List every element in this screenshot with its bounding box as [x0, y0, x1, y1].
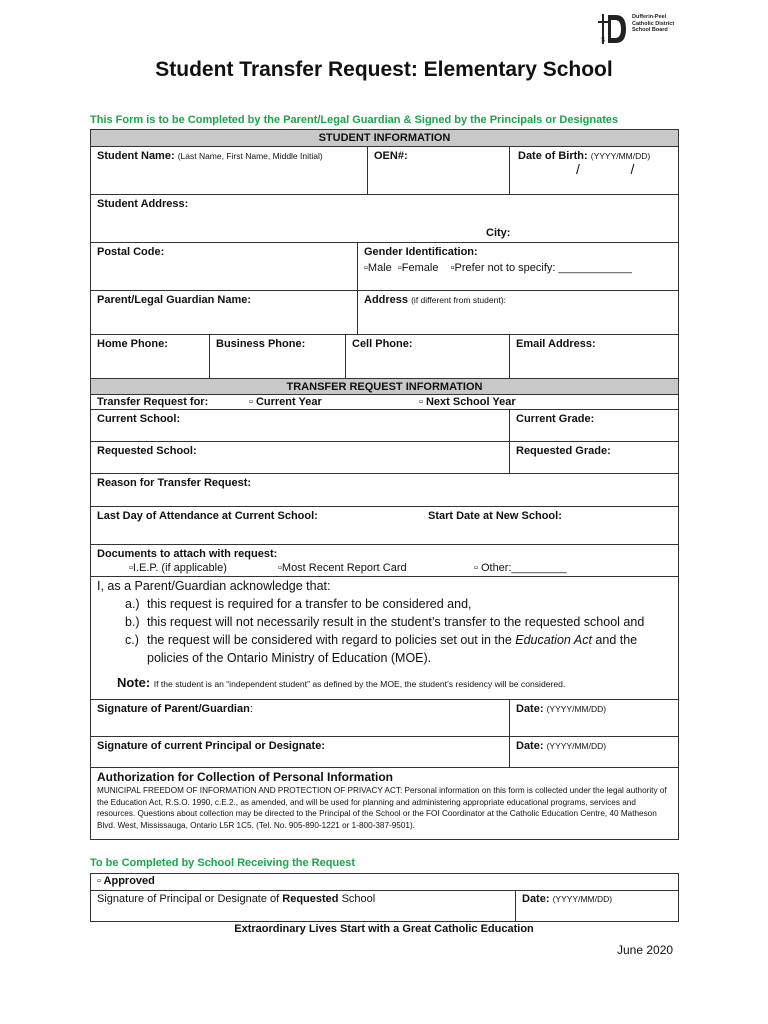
student-address-field[interactable] [91, 195, 678, 242]
city-label: City: [486, 227, 511, 239]
receiving-signature-label-end: School [338, 893, 376, 905]
parent-date-hint: (YYYY/MM/DD) [546, 704, 607, 714]
authorization-block [91, 768, 678, 839]
principal-date-hint: (YYYY/MM/DD) [546, 741, 607, 751]
date-of-birth-field[interactable] [509, 147, 678, 194]
acknowledgement-block [91, 577, 678, 699]
reason-label: Reason for Transfer Request: [97, 477, 252, 489]
attendance-dates-row [91, 506, 678, 544]
item-b-text: this request will not necessarily result in the student’s transfer to the requested school and [147, 615, 645, 629]
requested-school-field[interactable] [91, 442, 510, 473]
authorization-row [91, 767, 678, 839]
alternate-address-label: Address [364, 294, 409, 306]
home-phone-field[interactable] [91, 335, 210, 378]
request-for-field [91, 395, 678, 409]
reason-field[interactable] [91, 474, 678, 506]
parent-signature-label: Signature of Parent/Guardian [97, 703, 250, 715]
current-grade-label: Current Grade: [516, 413, 595, 425]
item-c-text-start: the request will be considered with regard to policies set out in the [147, 633, 516, 647]
approved-row [91, 874, 678, 890]
item-b-number: b.) [125, 615, 140, 629]
authorization-title: Authorization for Collection of Personal Information [97, 770, 393, 784]
principal-signature-field[interactable] [91, 737, 510, 767]
student-name-row [91, 146, 678, 194]
current-school-label: Current School: [97, 413, 181, 425]
cross-book-logo-icon [598, 12, 628, 46]
current-school-field[interactable] [91, 410, 510, 441]
authorization-body: MUNICIPAL FREEDOM OF INFORMATION AND PROTECTION OF PRIVACY ACT: Personal information on this form is collected under the legal authority of the Education Act, R.S.O. 1990, c.E.2., as amended, and will be used for planning and administering appropriate educational programs, services and resources. Questions about collection may be directed to the Principal of the School or the FOI Coordinator at the Catholic Education Centre, 40 Matheson Blvd. West, Mississauga, Ontario L5R 1C5. (Tel. No. 905-890-1221 or 1-800-387-9501). [97, 786, 667, 830]
transfer-request-header: TRANSFER REQUEST INFORMATION [91, 378, 678, 394]
principal-signature-date-field[interactable] [509, 737, 678, 767]
next-year-checkbox[interactable]: ▫ Next School Year [419, 396, 516, 408]
gender-options[interactable]: ▫Male ▫Female ▫Prefer not to specify: ____________ [364, 262, 632, 274]
student-information-header: STUDENT INFORMATION [91, 130, 678, 146]
parent-signature-date-field[interactable] [509, 700, 678, 736]
item-c-text-end: and the policies of the Ontario Ministry of Education (MOE). [147, 633, 638, 665]
requested-school-label: Requested School: [97, 445, 197, 457]
postal-code-label: Postal Code: [97, 246, 165, 258]
student-address-row [91, 194, 678, 242]
request-for-label: Transfer Request for: [97, 396, 209, 408]
principal-signature-label: Signature of current Principal or Designate: [97, 740, 325, 752]
parent-date-label: Date: [516, 703, 544, 715]
guardian-name-label: Parent/Legal Guardian Name: [97, 294, 252, 306]
guardian-row [91, 290, 678, 334]
receiving-signature-label-start: Signature of Principal or Designate of [97, 893, 283, 905]
logo-line-2: Catholic District [632, 20, 675, 27]
oen-field[interactable] [367, 147, 510, 194]
school-board-logo [598, 12, 688, 48]
principal-signature-row [91, 736, 678, 767]
current-year-checkbox[interactable]: ▫ Current Year [249, 396, 322, 408]
page-title: Student Transfer Request: Elementary School [155, 58, 613, 81]
requested-school-row [91, 441, 678, 473]
item-c-emphasis: Education Act [515, 633, 592, 647]
student-address-label: Student Address: [97, 198, 189, 210]
logo-line-3: School Board [632, 27, 668, 34]
principal-date-label: Date: [516, 740, 544, 752]
logo-line-1: Dufferin-Peel [632, 14, 667, 20]
svg-text:S: S [601, 37, 606, 44]
documents-field [91, 545, 678, 576]
receiving-school-form [90, 873, 679, 922]
note-text: If the student is an “independent student” as defined by the MOE, the student’s residency will be considered. [153, 679, 566, 689]
note [97, 676, 672, 691]
business-phone-label: Business Phone: [216, 338, 306, 350]
postal-gender-row [91, 242, 678, 290]
guardian-name-field[interactable] [91, 291, 358, 334]
transfer-request-form [90, 129, 679, 840]
approved-checkbox[interactable]: ▫ Approved [97, 875, 155, 887]
email-label: Email Address: [516, 338, 596, 350]
other-document-checkbox[interactable]: ▫ Other:_________ [474, 562, 567, 574]
dob-label: Date of Birth: [518, 150, 588, 162]
acknowledgement-item-c [97, 631, 672, 667]
documents-row [91, 544, 678, 576]
business-phone-field[interactable] [209, 335, 346, 378]
cell-phone-label: Cell Phone: [352, 338, 413, 350]
student-name-field[interactable] [91, 147, 368, 194]
documents-label: Documents to attach with request: [97, 548, 278, 560]
postal-code-field[interactable] [91, 243, 358, 290]
student-name-label: Student Name: [97, 150, 175, 162]
parent-signature-colon: : [249, 703, 253, 715]
gender-field[interactable] [357, 243, 678, 290]
receiving-signature-row [91, 890, 678, 921]
email-field[interactable] [509, 335, 678, 378]
requested-grade-field[interactable] [509, 442, 678, 473]
receiving-date-label: Date: [522, 893, 550, 905]
oen-label: OEN#: [374, 150, 408, 162]
current-school-row [91, 409, 678, 441]
parent-signature-row [91, 699, 678, 736]
requested-grade-label: Requested Grade: [516, 445, 611, 457]
acknowledgement-row [91, 576, 678, 699]
receiving-signature-field[interactable] [91, 891, 516, 921]
item-a-text: this request is required for a transfer to be considered and, [147, 597, 472, 611]
alternate-address-hint: (if different from student): [411, 295, 506, 305]
dob-slashes: / / [576, 161, 635, 177]
cell-phone-field[interactable] [345, 335, 510, 378]
attendance-dates-field[interactable] [91, 507, 678, 544]
parent-signature-field[interactable] [91, 700, 510, 736]
gender-label: Gender Identification: [364, 246, 478, 258]
reason-row [91, 473, 678, 506]
school-board-name [632, 14, 674, 34]
receiving-school-heading: To be Completed by School Receiving the Request [90, 857, 356, 869]
report-card-checkbox[interactable]: ▫Most Recent Report Card [278, 562, 407, 574]
acknowledgement-item-b [97, 613, 672, 631]
form-instructions: This Form is to be Completed by the Parent/Legal Guardian & Signed by the Principals or Designates [90, 114, 619, 126]
start-date-label: Start Date at New School: [428, 510, 562, 522]
footer-slogan: Extraordinary Lives Start with a Great Catholic Education [234, 923, 534, 935]
receiving-date-field[interactable] [515, 891, 678, 921]
dob-hint: (YYYY/MM/DD) [590, 151, 651, 161]
current-grade-field[interactable] [509, 410, 678, 441]
receiving-date-hint: (YYYY/MM/DD) [552, 894, 613, 904]
student-name-hint: (Last Name, First Name, Middle Initial) [177, 151, 323, 161]
acknowledgement-intro: I, as a Parent/Guardian acknowledge that: [97, 579, 331, 593]
note-label: Note: [117, 675, 151, 690]
iep-checkbox[interactable]: ▫I.E.P. (if applicable) [129, 562, 227, 574]
item-a-number: a.) [125, 597, 140, 611]
alternate-address-field[interactable] [357, 291, 678, 334]
home-phone-label: Home Phone: [97, 338, 168, 350]
request-for-row [91, 394, 678, 409]
form-revision-date: June 2020 [617, 943, 674, 957]
phones-row [91, 334, 678, 378]
item-c-number: c.) [125, 633, 139, 647]
acknowledgement-item-a [97, 595, 672, 613]
last-day-label: Last Day of Attendance at Current School: [97, 510, 318, 522]
receiving-signature-label-bold: Requested [282, 893, 339, 905]
acknowledgement-list [97, 595, 672, 667]
